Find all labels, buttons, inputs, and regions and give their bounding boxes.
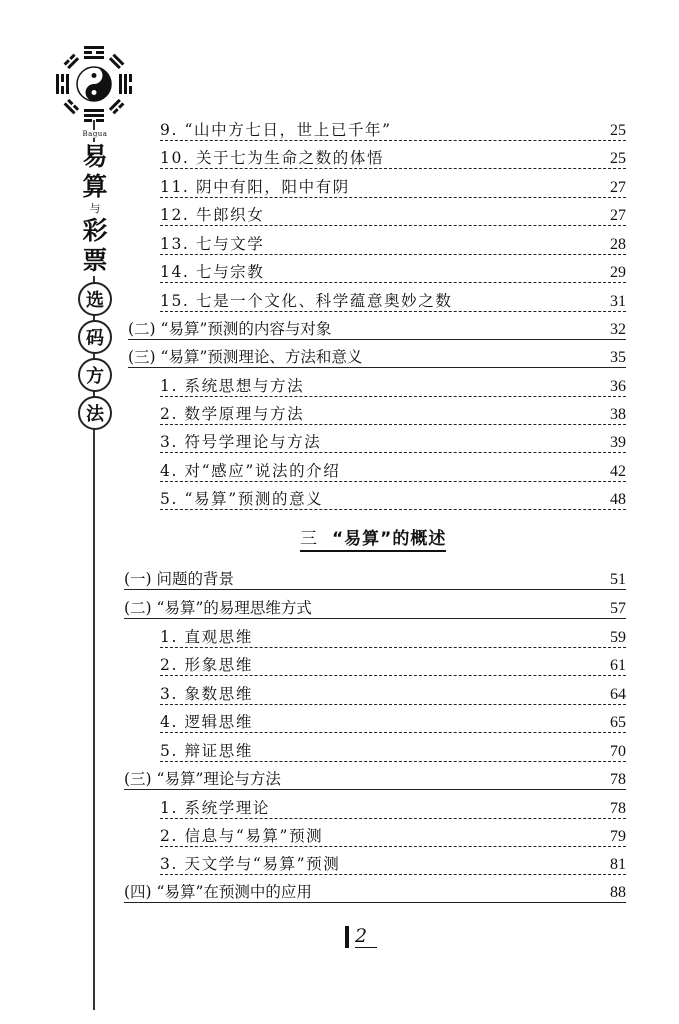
side-circled-char: 码 xyxy=(78,320,112,354)
toc-entry-page: 36 xyxy=(610,378,626,395)
toc-entry xyxy=(160,144,626,169)
toc-entry-page: 70 xyxy=(610,743,626,760)
side-title-link: 与 xyxy=(89,202,101,215)
toc-entry xyxy=(160,201,626,226)
toc-section xyxy=(124,594,626,619)
chapter-title: “易算”的概述 xyxy=(332,529,447,549)
toc-entry-label: 3. 符号学理论与方法 xyxy=(160,433,322,451)
toc-entry-page: 25 xyxy=(610,122,626,139)
toc-entry-label: 2. 信息与“易算”预测 xyxy=(160,827,324,845)
toc-entry xyxy=(160,116,626,141)
side-title-char-4: 票 xyxy=(78,246,112,276)
toc-section-label: (三) “易算”预测理论、方法和意义 xyxy=(128,348,363,366)
toc-entry-page: 29 xyxy=(610,264,626,281)
toc-entry-page: 81 xyxy=(610,856,626,873)
toc-entry-label: 4. 逻辑思维 xyxy=(160,713,253,731)
toc-entry-label: 11. 阴中有阳，阳中有阴 xyxy=(160,178,350,196)
toc-section xyxy=(128,315,626,340)
chapter-number: 三 xyxy=(300,529,318,549)
toc-entry-label: 13. 七与文学 xyxy=(160,235,265,253)
toc-section xyxy=(124,765,626,790)
toc-section xyxy=(128,343,626,368)
toc-section-label: (二) “易算”预测的内容与对象 xyxy=(128,320,332,338)
toc-section xyxy=(124,878,626,903)
toc-entry xyxy=(160,485,626,510)
toc-entry-label: 5. “易算”预测的意义 xyxy=(160,490,324,508)
toc-entry-label: 1. 系统思想与方法 xyxy=(160,377,305,395)
toc-section-label: (一) 问题的背景 xyxy=(124,570,235,588)
toc-entry xyxy=(160,651,626,676)
toc-entry xyxy=(160,850,626,875)
toc-entry xyxy=(160,173,626,198)
toc-entry-label: 1. 直观思维 xyxy=(160,628,253,646)
toc-section-page: 88 xyxy=(610,884,626,901)
toc-entry xyxy=(160,428,626,453)
toc-entry-page: 79 xyxy=(610,828,626,845)
side-circled-char: 法 xyxy=(78,396,112,430)
side-title-char-3: 彩 xyxy=(78,216,112,246)
toc-entry-label: 2. 形象思维 xyxy=(160,656,253,674)
toc-entry xyxy=(160,822,626,847)
toc-entry-page: 27 xyxy=(610,207,626,224)
toc-section-page: 51 xyxy=(610,571,626,588)
toc-entry-page: 64 xyxy=(610,686,626,703)
toc-entry-page: 25 xyxy=(610,150,626,167)
page-number xyxy=(345,925,377,948)
toc-entry-label: 9. “山中方七日，世上已千年” xyxy=(160,121,392,139)
toc-section-page: 32 xyxy=(610,321,626,338)
toc-entry xyxy=(160,258,626,283)
toc-entry xyxy=(160,708,626,733)
toc-entry xyxy=(160,400,626,425)
toc-entry-label: 4. 对“感应”说法的介绍 xyxy=(160,462,341,480)
toc-entry-page: 59 xyxy=(610,629,626,646)
toc-entry-label: 10. 关于七为生命之数的体悟 xyxy=(160,149,385,167)
toc-entry xyxy=(160,737,626,762)
toc-entry xyxy=(160,794,626,819)
toc-entry xyxy=(160,623,626,648)
side-small-text: Bagua xyxy=(82,130,108,138)
page-number-bar xyxy=(345,926,349,948)
toc-entry-label: 1. 系统学理论 xyxy=(160,799,271,817)
toc-section-page: 78 xyxy=(610,771,626,788)
toc-entry-label: 3. 天文学与“易算”预测 xyxy=(160,855,341,873)
toc-section-page: 35 xyxy=(610,349,626,366)
toc-entry-label: 14. 七与宗教 xyxy=(160,263,265,281)
toc-entry-page: 78 xyxy=(610,800,626,817)
toc-entry-page: 27 xyxy=(610,179,626,196)
side-circled-char: 选 xyxy=(78,282,112,316)
chapter-heading xyxy=(300,524,446,552)
toc-section-page: 57 xyxy=(610,600,626,617)
toc-entry xyxy=(160,457,626,482)
toc-section-label: (二) “易算”的易理思维方式 xyxy=(124,599,312,617)
toc-entry-page: 48 xyxy=(610,491,626,508)
side-circled-char: 方 xyxy=(78,358,112,392)
toc-entry-label: 12. 牛郎织女 xyxy=(160,206,265,224)
toc-entry-label: 15. 七是一个文化、科学蕴意奥妙之数 xyxy=(160,292,453,310)
toc-entry xyxy=(160,680,626,705)
toc-entry-page: 38 xyxy=(610,406,626,423)
toc-entry-label: 5. 辩证思维 xyxy=(160,742,253,760)
toc-entry-page: 61 xyxy=(610,657,626,674)
toc-entry-page: 42 xyxy=(610,463,626,480)
toc-section-label: (三) “易算”理论与方法 xyxy=(124,770,281,788)
toc-entry-page: 31 xyxy=(610,293,626,310)
toc-entry-label: 2. 数学原理与方法 xyxy=(160,405,305,423)
toc-entry-page: 65 xyxy=(610,714,626,731)
toc-entry xyxy=(160,287,626,312)
toc-section-label: (四) “易算”在预测中的应用 xyxy=(124,883,312,901)
toc-entry-label: 3. 象数思维 xyxy=(160,685,253,703)
toc-entry xyxy=(160,230,626,255)
side-title-char-2: 算 xyxy=(78,172,112,202)
toc-section xyxy=(124,565,626,590)
toc-entry-page: 39 xyxy=(610,434,626,451)
toc-entry-page: 28 xyxy=(610,236,626,253)
page-number-text: 2 xyxy=(355,925,377,948)
side-title-char-1: 易 xyxy=(78,142,112,172)
toc-entry xyxy=(160,372,626,397)
